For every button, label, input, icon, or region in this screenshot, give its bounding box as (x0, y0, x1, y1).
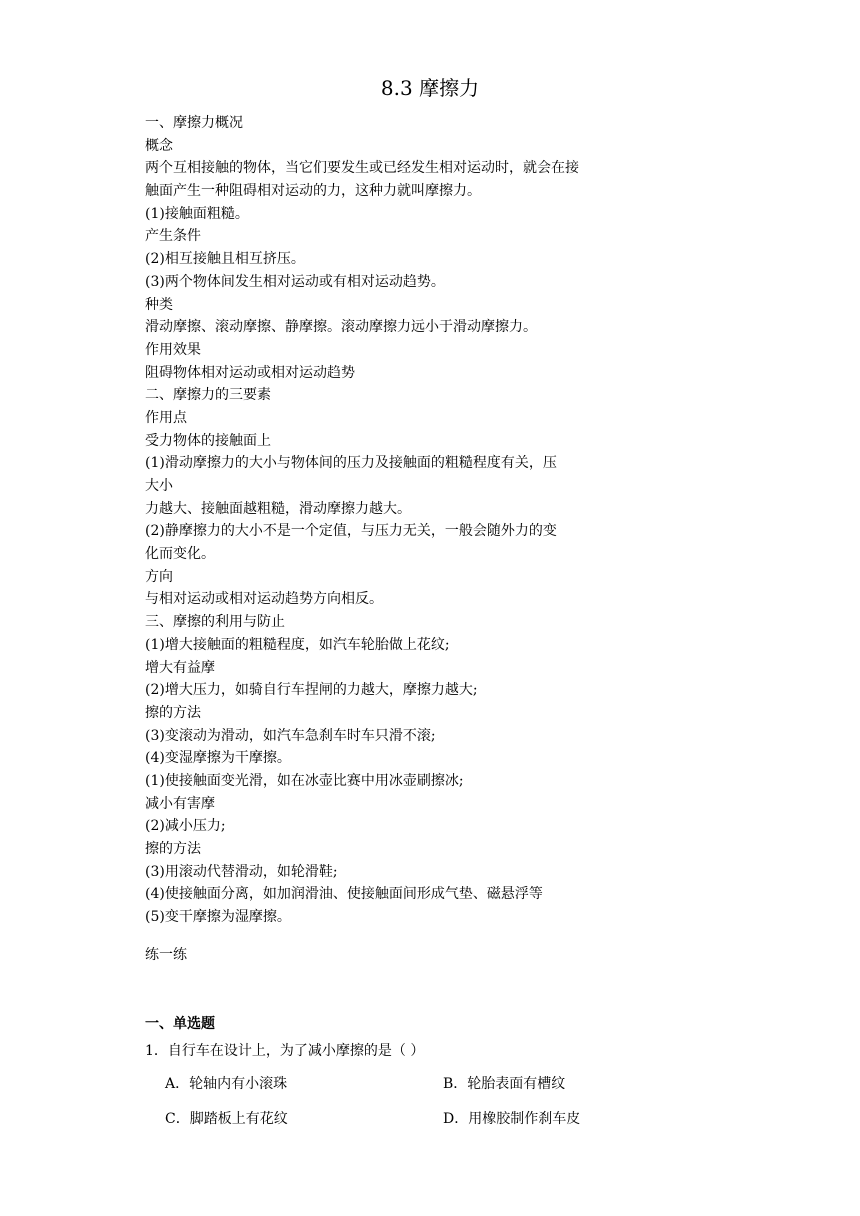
text-line: (4)变湿摩擦为干摩擦。 (145, 750, 291, 767)
text-line: (1)增大接触面的粗糙程度，如汽车轮胎做上花纹; (145, 636, 450, 653)
text-line: (2)相互接触且相互挤压。 (145, 251, 305, 268)
text-line: (1)接触面粗糙。 (145, 205, 249, 222)
text-line: 种类 (145, 296, 173, 313)
document-body (145, 112, 785, 929)
option-a: A．轮轴内有小滚珠 (165, 1076, 288, 1092)
text-line: 滑动摩擦、滚动摩擦、静摩擦。滚动摩擦力远小于滑动摩擦力。 (145, 319, 537, 336)
text-line: 大小 (145, 478, 173, 494)
text-line: (3)两个物体间发生相对运动或有相对运动趋势。 (145, 273, 445, 290)
text-line: (1)使接触面变光滑，如在冰壶比赛中用冰壶刷擦冰; (145, 772, 464, 789)
option-c: C．脚踏板上有花纹 (165, 1111, 288, 1127)
text-line: 化而变化。 (145, 546, 215, 563)
section-title: 一、单选题 (145, 1016, 215, 1032)
text-line: 作用点 (145, 409, 187, 426)
text-line: (1)滑动摩擦力的大小与物体间的压力及接触面的粗糙程度有关，压 (145, 455, 557, 472)
text-line: 触面产生一种阻碍相对运动的力，这种力就叫摩擦力。 (145, 183, 481, 200)
text-line: 作用效果 (145, 341, 201, 358)
question-text: 1．自行车在设计上，为了减小摩擦的是（ ） (145, 1043, 425, 1059)
text-line: (5)变干摩擦为湿摩擦。 (145, 909, 291, 926)
text-line: (4)使接触面分离，如加润滑油、使接触面间形成气垫、磁悬浮等 (145, 886, 543, 903)
text-line: 一、摩擦力概况 (145, 115, 243, 131)
option-b: B．轮胎表面有槽纹 (443, 1076, 566, 1092)
text-line: 二、摩擦力的三要素 (145, 387, 271, 404)
text-line: 减小有害摩 (145, 795, 215, 812)
text-line: 擦的方法 (145, 841, 201, 857)
text-line: 三、摩擦的利用与防止 (145, 614, 285, 631)
text-line: 与相对运动或相对运动趋势方向相反。 (145, 591, 383, 608)
text-line: 方向 (145, 568, 173, 585)
text-line: (2)静摩擦力的大小不是一个定值，与压力无关，一般会随外力的变 (145, 523, 557, 540)
text-line: 增大有益摩 (145, 659, 215, 676)
text-line: 擦的方法 (145, 704, 201, 721)
text-line: 产生条件 (145, 228, 201, 245)
text-line: (2)减小压力; (145, 818, 226, 835)
text-line: 阻碍物体相对运动或相对运动趋势 (145, 364, 355, 381)
text-line: 两个互相接触的物体，当它们要发生或已经发生相对运动时，就会在接 (145, 160, 579, 177)
practice-label: 练一练 (145, 947, 187, 963)
text-line: 力越大、接触面越粗糙，滑动摩擦力越大。 (145, 500, 411, 517)
text-line: (3)用滚动代替滑动，如轮滑鞋; (145, 863, 338, 880)
document-title: 8.3 摩擦力 (380, 76, 480, 100)
text-line: 受力物体的接触面上 (145, 432, 271, 449)
text-line: (3)变滚动为滑动，如汽车急刹车时车只滑不滚; (145, 727, 436, 744)
text-line: (2)增大压力，如骑自行车捏闸的力越大，摩擦力越大; (145, 682, 478, 699)
text-line: 概念 (145, 137, 173, 154)
option-d: D．用橡胶制作刹车皮 (443, 1111, 581, 1127)
